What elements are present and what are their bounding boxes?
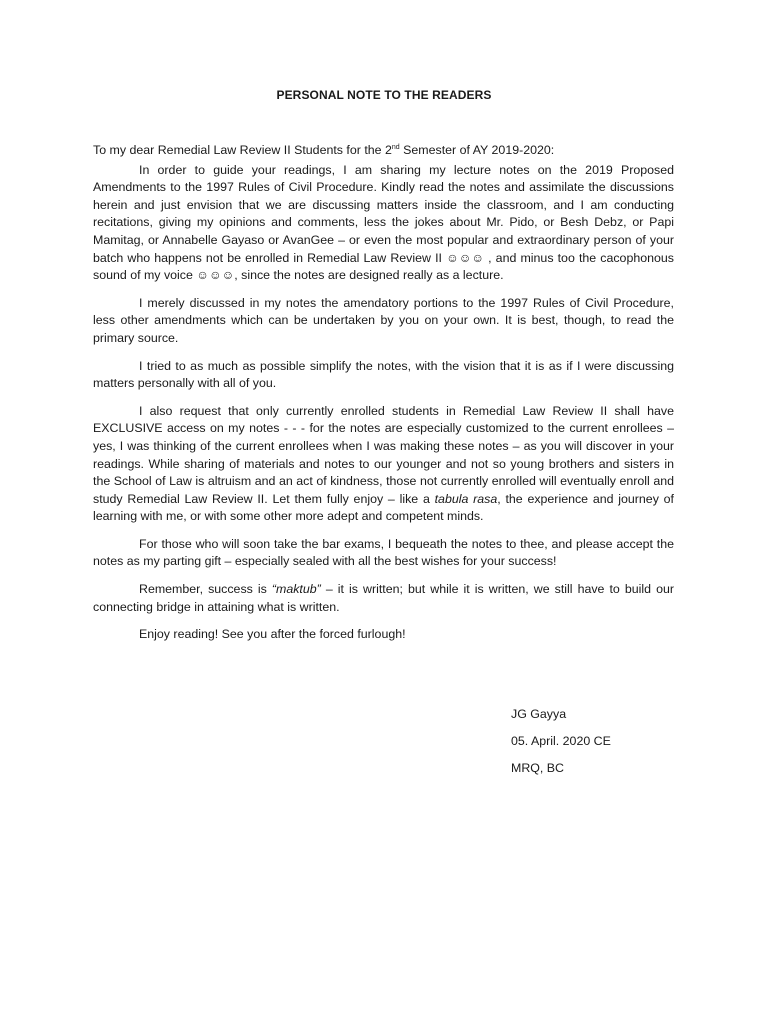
paragraph-exclusive-access-text: I also request that only currently enrolled students in Remedial Law Review II shall have EXCLUSIVE access on my notes - - - for the notes are especially customized to the current enrollees – yes, I was thinking of the current enrollees when I was making these notes – as you will discover in your readings. While sharing of materials and notes to our younger and not so young brothers and sisters in the School of Law is altruism and an act of kindness, those not currently enrolled will eventually enroll and study Remedial Law Review II. Let them fully enjoy – like a bbox=[93, 403, 674, 506]
tabula-rasa-emphasis: tabula rasa bbox=[434, 491, 498, 506]
maktub-emphasis: “maktub” bbox=[271, 582, 321, 597]
paragraph-exclusive-access-text-end: , the experience and journey of learning with me, or with some other more adept and competent minds. bbox=[93, 491, 674, 524]
paragraph-closing: Enjoy reading! See you after the forced furlough! bbox=[139, 627, 406, 642]
paragraph-exclusive-access bbox=[93, 403, 674, 526]
paragraph-amendatory-portions: I merely discussed in my notes the amendatory portions to the 1997 Rules of Civil Procedure, less other amendments which can be undertaken by you on your own. It is best, though, to read the primary source. bbox=[93, 295, 674, 345]
page-title: PERSONAL NOTE TO THE READERS bbox=[276, 88, 492, 102]
paragraph-guide-readings: In order to guide your readings, I am sharing my lecture notes on the 2019 Proposed Amendments to the 1997 Rules of Civil Procedure. Kindly read the notes and assimilate the discussions herein and just envision that we are discussing matters inside the classroom, and I am conducting recitations, giving my opinions and comments, less the jokes about Mr. Pido, or Besh Debz, or Papi Mamitag, or Annabelle Gayaso or AvanGee – or even the most popular and extraordinary person of your batch who happens not be enrolled in Remedial Law Review II ☺☺☺ , and minus too the cacophonous sound of my voice ☺☺☺, since the notes are designed really as a lecture. bbox=[93, 162, 674, 283]
letter-body bbox=[93, 142, 674, 644]
paragraph-maktub-text-end: – it is written; but while it is written, we still have to build our connecting bridge in attaining what is written. bbox=[93, 582, 674, 614]
salutation bbox=[93, 142, 674, 160]
paragraph-bar-exams: For those who will soon take the bar exams, I bequeath the notes to thee, and please accept the notes as my parting gift – especially sealed with all the best wishes for your success! bbox=[93, 536, 674, 569]
paragraph-maktub-text: Remember, success is bbox=[139, 582, 272, 597]
salutation-ordinal-suffix: nd bbox=[391, 144, 400, 151]
paragraph-simplify-notes: I tried to as much as possible simplify the notes, with the vision that it is as if I were discussing matters personally with all of you. bbox=[93, 358, 674, 391]
salutation-text-start: To my dear Remedial Law Review II Students for the 2 bbox=[93, 143, 392, 157]
signature-name: JG Gayya bbox=[511, 707, 567, 721]
signature-block bbox=[511, 706, 611, 787]
salutation-text-end: Semester of AY 2019-2020: bbox=[399, 143, 555, 157]
paragraph-maktub bbox=[93, 581, 674, 616]
signature-date: 05. April. 2020 CE bbox=[511, 734, 611, 748]
signature-place: MRQ, BC bbox=[511, 761, 565, 775]
